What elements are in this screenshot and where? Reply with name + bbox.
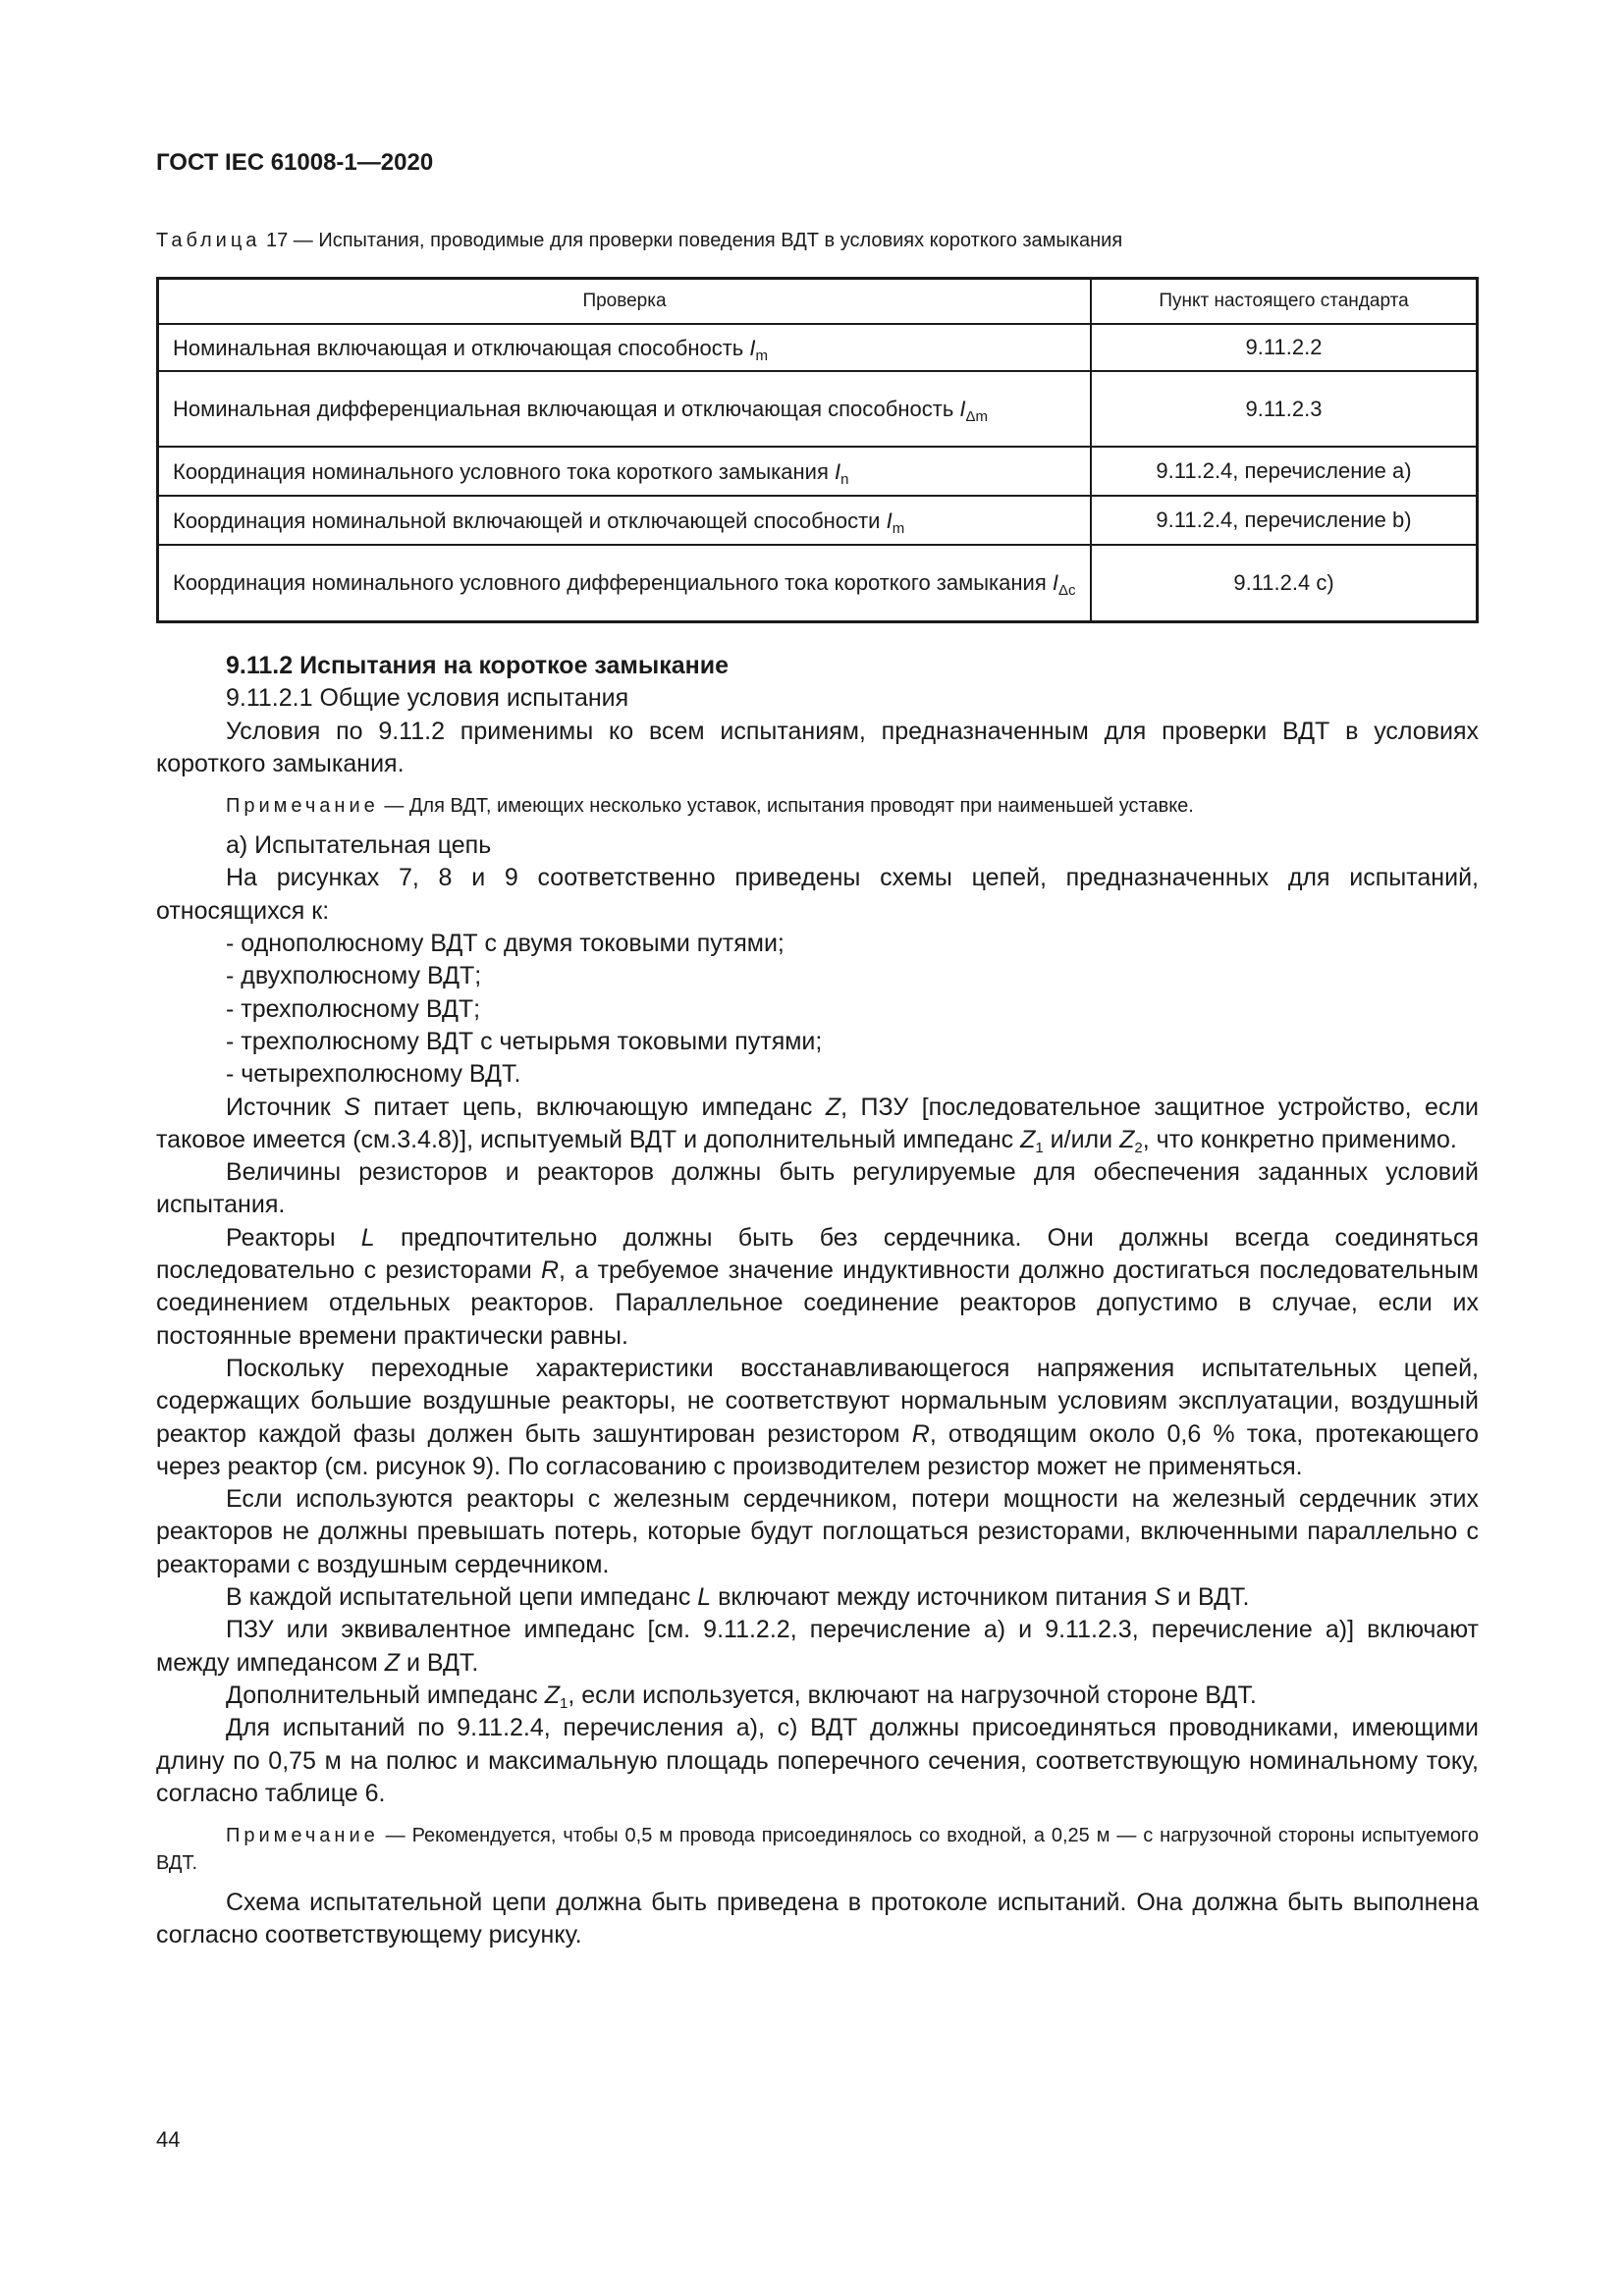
current-subscript: Δc — [1058, 582, 1076, 600]
paragraph-figures: На рисунках 7, 8 и 9 соответственно приведены схемы цепей, предназначенных для испытаний, относящихся к: — [156, 864, 1479, 925]
note-label: Примечание — [226, 1825, 379, 1847]
table-row — [158, 324, 1478, 371]
list-item: - четырехполюсному ВДТ. — [226, 1060, 521, 1089]
paragraph-source — [156, 1092, 1479, 1157]
text-span: , а требуемое значение индуктивности должно достигаться последовательным соединением отдельных реакторов. Параллельное соединение реакторов допустимо в случае, если их постоянные времени практически равны. — [156, 1256, 1479, 1350]
symbol-s: S — [1154, 1583, 1171, 1612]
symbol-l: L — [360, 1223, 375, 1252]
text-span: ПЗУ или эквивалентное импеданс [см. 9.11.2.2, перечисление a) и 9.11.2.3, перечисление a)] включают между импедансом — [156, 1616, 1479, 1677]
text-span: , отводящим около 0,6 % тока, протекающего через реактор (см. рисунок 9). По согласованию с производителем резистор может не применяться. — [156, 1419, 1479, 1480]
table-row — [158, 496, 1478, 545]
list-item: - трехполюсному ВДТ; — [226, 994, 481, 1023]
check-text: Номинальная дифференциальная включающая и отключающая способность — [173, 397, 960, 421]
table-cell-clause: 9.11.2.4, перечисление a) — [1091, 447, 1478, 496]
text-span: В каждой испытательной цепи импеданс — [226, 1583, 698, 1612]
list-item: - однополюсному ВДТ с двумя токовыми путями; — [226, 930, 785, 958]
subscript-2: 2 — [1134, 1139, 1143, 1156]
current-symbol: I — [886, 507, 893, 533]
symbol-r: R — [911, 1419, 930, 1448]
item-a-heading: a) Испытательная цепь — [226, 831, 492, 860]
paragraph-impedance-l — [156, 1581, 1479, 1614]
symbol-l: L — [697, 1583, 712, 1612]
paragraph-scheme: Схема испытательной цепи должна быть приведена в протоколе испытаний. Она должна быть выполнена согласно соответствующему рисунку. — [156, 1889, 1479, 1949]
text-span: и ВДТ. — [400, 1648, 479, 1677]
text-span: и/или — [1043, 1125, 1120, 1153]
symbol-r: R — [540, 1256, 560, 1285]
text-span: , ПЗУ [последовательное защитное устройство, если таковое имеется (см.3.4.8)], испытуемый ВДТ и дополнительный импеданс — [156, 1093, 1479, 1153]
current-symbol: I — [1052, 570, 1058, 596]
text-span: и ВДТ. — [1170, 1583, 1250, 1612]
symbol-z: Z — [825, 1093, 841, 1121]
list-item: - двухполюсному ВДТ; — [226, 962, 482, 990]
paragraph-iron-core: Если используются реакторы с железным сердечником, потери мощности на железный сердечник этих реакторов не должны превышать потерь, которые будут поглощаться резисторами, включенными параллельно с реакторами с воздушным сердечником. — [156, 1485, 1479, 1578]
current-subscript: m — [892, 519, 905, 537]
note-label: Примечание — [226, 795, 379, 818]
note-text: — Для ВДТ, имеющих несколько уставок, испытания проводят при наименьшей уставке. — [378, 795, 1194, 818]
table-cell-clause: 9.11.2.3 — [1091, 371, 1478, 447]
table-row — [158, 447, 1478, 496]
current-symbol: I — [959, 397, 966, 421]
text-span: , если используется, включают на нагрузочной стороне ВДТ. — [568, 1681, 1257, 1709]
table-cell-check — [158, 545, 1092, 621]
text-span: Дополнительный импеданс — [226, 1681, 545, 1709]
subsection-title: 9.11.2.1 Общие условия испытания — [226, 684, 629, 713]
text-span: Источник — [226, 1093, 345, 1121]
section-title: 9.11.2 Испытания на короткое замыкание — [226, 652, 730, 679]
check-text: Номинальная включающая и отключающая способность — [173, 335, 750, 360]
note — [156, 1822, 1479, 1877]
paragraph-reactors — [156, 1222, 1479, 1353]
column-header-clause: Пункт настоящего стандарта — [1091, 279, 1478, 325]
current-symbol: I — [835, 458, 841, 484]
current-subscript: Δm — [965, 408, 989, 425]
paragraph-conductors: Для испытаний по 9.11.2.4, перечисления a), c) ВДТ должны присоединяться проводниками, имеющими длину по 0,75 м на полюс и максимальную площадь поперечного сечения, соответствующую номинальному току, согласно таблице 6. — [156, 1714, 1479, 1807]
table-cell-check — [158, 496, 1092, 545]
symbol-z2: Z — [1119, 1125, 1135, 1153]
note — [156, 792, 1479, 820]
table-caption-text: 17 — Испытания, проводимые для проверки поведения ВДТ в условиях короткого замыкания — [260, 230, 1123, 251]
table-row — [158, 371, 1478, 447]
text-span: Реакторы — [226, 1223, 361, 1252]
table-cell-clause: 9.11.2.2 — [1091, 324, 1478, 371]
check-text: Координация номинального условного дифференциального тока короткого замыкания — [173, 570, 1053, 596]
current-subscript: n — [840, 470, 849, 488]
text-span: питает цепь, включающую импеданс — [359, 1093, 826, 1121]
table-header-row — [158, 279, 1478, 325]
subscript-1: 1 — [1035, 1139, 1044, 1156]
note-text: — Рекомендуется, чтобы 0,5 м провода присоединялось со входной, а 0,25 м — с нагрузочной стороны испытуемого ВДТ. — [156, 1825, 1479, 1875]
document-header: ГОСТ IEC 61008-1—2020 — [156, 149, 434, 176]
paragraph-conditions: Условия по 9.11.2 применимы ко всем испытаниям, предназначенным для проверки ВДТ в условиях короткого замыкания. — [156, 717, 1479, 777]
table-cell-check — [158, 371, 1092, 447]
table-caption-label: Таблица — [156, 230, 261, 251]
paragraph-pzu — [156, 1614, 1479, 1680]
current-subscript: m — [755, 347, 769, 364]
test-table — [156, 277, 1479, 623]
text-span: предпочтительно должны быть без сердечника. Они должны всегда соединяться последовательно с резисторами — [156, 1223, 1479, 1285]
column-header-check: Проверка — [158, 279, 1092, 325]
table-cell-check — [158, 447, 1092, 496]
page-number: 44 — [156, 2127, 181, 2152]
list-item: - трехполюсному ВДТ с четырьмя токовыми путями; — [226, 1027, 823, 1055]
paragraph-transient — [156, 1353, 1479, 1483]
symbol-z: Z — [384, 1648, 401, 1677]
table-caption — [156, 230, 1122, 252]
table-cell-clause: 9.11.2.4, перечисление b) — [1091, 496, 1478, 545]
text-span: включают между источником питания — [711, 1583, 1155, 1612]
text-span: Поскольку переходные характеристики восстанавливающегося напряжения испытательных цепей, содержащих большие воздушные реакторы, не соответствуют нормальным условиям эксплуатации, воздушный реактор каждой фазы должен быть зашунтирован резистором — [156, 1354, 1479, 1448]
table-cell-clause: 9.11.2.4 c) — [1091, 545, 1478, 621]
body-text — [156, 650, 1479, 1952]
check-text: Координация номинальной включающей и отключающей способности — [173, 507, 887, 533]
symbol-z: Z — [544, 1681, 560, 1709]
paragraph-resistors: Величины резисторов и реакторов должны быть регулируемые для обеспечения заданных условий испытания. — [156, 1158, 1479, 1219]
symbol-s: S — [344, 1093, 360, 1121]
paragraph-additional-impedance — [156, 1680, 1479, 1712]
symbol-z1: Z — [1020, 1125, 1036, 1153]
text-span: , что конкретно применимо. — [1142, 1125, 1457, 1153]
current-symbol: I — [749, 335, 756, 360]
check-text: Координация номинального условного тока короткого замыкания — [173, 458, 835, 484]
table-row — [158, 545, 1478, 621]
subscript-1: 1 — [559, 1694, 568, 1712]
table-cell-check — [158, 324, 1092, 371]
